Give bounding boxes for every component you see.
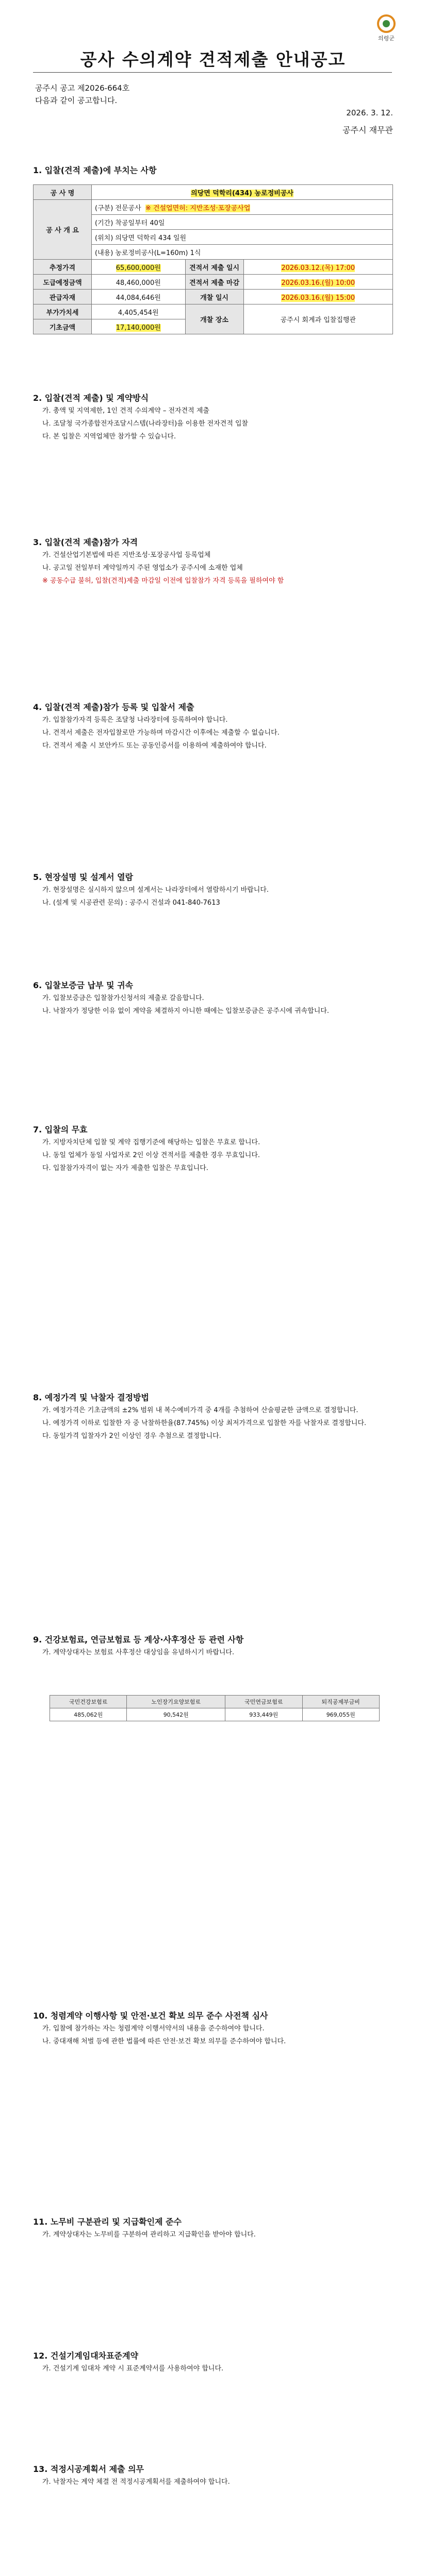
table-cell: 17,140,000원 [92,319,186,334]
table-row [34,185,393,200]
table-head: 국민연금보험료 [225,1696,302,1708]
table-cell: 969,055원 [302,1708,380,1721]
table-head: 관급자재 [34,290,92,304]
issuer: 공주시 재무관 [342,125,393,135]
section-5 [33,871,394,908]
section-heading: 7. 입찰의 무효 [33,1125,88,1134]
section-text: 가. 지방자치단체 입찰 및 계약 집행기준에 해당하는 입찰은 무효로 합니다. [42,1139,260,1146]
section-text: 나. 동일 업체가 동일 사업자로 2인 이상 견적서를 제출한 경우 무효입니다. [42,1151,260,1159]
section-8 [33,1391,394,1442]
table-cell: 485,062원 [50,1708,127,1721]
table-cell: 65,600,000원 [92,260,186,275]
section-text: 가. 총액 및 지역제한, 1인 견적 수의계약 – 전자견적 제출 [42,407,209,415]
table-cell: 2026.03.12.(목) 17:00 [243,260,392,275]
section-text: 가. 입찰참가자격 등록은 조달청 나라장터에 등록하여야 합니다. [42,716,228,724]
section-text: 다. 본 입찰은 지역업체만 참가할 수 있습니다. [42,433,176,440]
table-cell: 933,449원 [225,1708,302,1721]
table-row [34,290,393,304]
section-heading: 6. 입찰보증금 납부 및 귀속 [33,980,134,990]
table-row [34,200,393,215]
section-heading: 2. 입찰(견적 제출) 및 계약방식 [33,393,149,403]
table-row [50,1696,380,1708]
section-text: 나. 조달청 국가종합전자조달시스템(나라장터)을 이용한 전자견적 입찰 [42,420,249,428]
section-heading: 10. 청렴계약 이행사항 및 안전·보건 확보 의무 준수 사전책 심사 [33,2011,268,2021]
section-text: 가. 예정가격은 기초금액의 ±2% 범위 내 복수예비가격 중 4개를 추첨하여 산술평균한 금액으로 결정합니다. [42,1406,358,1414]
section-text: 다. 동일가격 입찰자가 2인 이상인 경우 추첨으로 결정합니다. [42,1432,221,1440]
section-4 [33,701,394,751]
section-text: 가. 입찰보증금은 입찰참가신청서의 제출로 갈음합니다. [42,994,204,1002]
section-9 [33,1633,394,1658]
section-heading: 1. 입찰(견적 제출)에 부치는 사항 [33,165,157,175]
section-note: ※ 공동수급 불허, 입찰(견적)제출 마감일 이전에 입찰참가 자격 등록을 필하여야 함 [42,577,284,585]
section-heading: 3. 입찰(견적 제출)참가 자격 [33,537,138,547]
table-head: 퇴직공제부금비 [302,1696,380,1708]
notice-date: 2026. 3. 12. [346,108,393,117]
table-head: 추정가격 [34,260,92,275]
project-name: 의당면 덕학리(434) 농로정비공사 [92,185,393,200]
section-text: 가. 건설산업기본법에 따른 지반조성·포장공사업 등록업체 [42,551,211,559]
svg-text:의령군: 의령군 [378,35,395,42]
title-divider [33,72,392,73]
table-head: 기초금액 [34,319,92,334]
section-heading: 9. 건강보험료, 연금보험료 등 계상·사후정산 등 관련 사항 [33,1635,244,1645]
table-head: 공 사 개 요 [34,200,92,260]
section-text: 나. 공고일 전일부터 계약일까지 주된 영업소가 공주시에 소재한 업체 [42,564,243,572]
table-cell: 4,405,454원 [92,304,186,319]
section-heading: 13. 적정시공계획서 제출 의무 [33,2464,144,2474]
table-head: 개찰 일시 [185,290,243,304]
table-head: 견적서 제출 마감 [185,275,243,290]
table-cell: 44,084,646원 [92,290,186,304]
table-head: 개찰 장소 [185,304,243,334]
section-text: 가. 입찰에 참가하는 자는 청렴계약 이행서약서의 내용을 준수하여야 합니다. [42,2025,265,2032]
table-head: 부가가치세 [34,304,92,319]
contract-info-table [33,184,393,334]
table-head: 도급예정금액 [34,275,92,290]
section-text: 나. 중대재해 처벌 등에 관한 법률에 따른 안전·보건 확보 의무를 준수하여야 합니다. [42,2038,286,2045]
section-2 [33,392,394,442]
section-text: 가. 낙찰자는 계약 체결 전 적정시공계획서를 제출하여야 합니다. [42,2478,230,2486]
section-heading: 8. 예정가격 및 낙찰자 결정방법 [33,1393,149,1402]
table-cell: 공주시 회계과 입찰집행관 [243,304,392,334]
section-3 [33,536,394,586]
section-1 [33,164,394,176]
table-row [50,1708,380,1721]
section-text: 다. 입찰참가자격이 없는 자가 제출한 입찰은 무효입니다. [42,1164,208,1172]
table-head: 국민건강보험료 [50,1696,127,1708]
notice-number: 공주시 공고 제2026-664호 [35,83,130,93]
table-cell: (구분) 전문공사 ※ 건설업면허: 지반조성·포장공사업 [92,200,393,215]
table-cell: (기간) 착공일부터 40일 [92,215,393,230]
section-text: 나. (설계 및 시공관련 문의) : 공주시 건설과 041-840-7613 [42,899,220,907]
table-head: 노인장기요양보험료 [127,1696,225,1708]
section-10 [33,2009,394,2047]
section-6 [33,979,394,1016]
intro-text: 다음과 같이 공고합니다. [35,96,118,105]
county-emblem-icon [368,11,404,42]
table-head: 견적서 제출 일시 [185,260,243,275]
insurance-rate-table [50,1695,380,1721]
table-cell: 2026.03.16.(월) 10:00 [243,275,392,290]
table-row [34,260,393,275]
section-7 [33,1123,394,1174]
section-13 [33,2463,394,2487]
section-text: 나. 낙찰자가 정당한 이유 없이 계약을 체결하지 아니한 때에는 입찰보증금은 공주시에 귀속합니다. [42,1007,330,1015]
table-cell: (위치) 의당면 덕학리 434 일원 [92,230,393,245]
section-text: 나. 견적서 제출은 전자입찰로만 가능하며 마감시간 이후에는 제출할 수 없습니다. [42,729,280,737]
section-text: 다. 견적서 제출 시 보안카드 또는 공동인증서를 이용하여 제출하여야 합니다. [42,742,267,750]
table-row [34,304,393,319]
section-heading: 5. 현장설명 및 설계서 열람 [33,872,134,882]
section-text: 가. 건설기계 임대차 계약 시 표준계약서를 사용하여야 합니다. [42,2365,224,2372]
section-12 [33,2349,394,2374]
table-head: 공 사 명 [34,185,92,200]
section-text: 가. 현장설명은 실시하지 않으며 설계서는 나라장터에서 열람하시기 바랍니다. [42,886,269,894]
section-heading: 12. 건설기계임대차표준계약 [33,2351,138,2361]
section-heading: 11. 노무비 구분관리 및 지급확인제 준수 [33,2217,182,2227]
section-text: 나. 예정가격 이하로 입찰한 자 중 낙찰하한율(87.745%) 이상 최저가격으로 입찰한 자를 낙찰자로 결정합니다. [42,1419,367,1427]
section-heading: 4. 입찰(견적 제출)참가 등록 및 입찰서 제출 [33,702,194,712]
table-cell: 2026.03.16.(월) 15:00 [243,290,392,304]
table-cell: 48,460,000원 [92,275,186,290]
table-row [34,275,393,290]
table-cell: (내용) 농로정비공사(L=160m) 1식 [92,245,393,260]
table-cell: 90,542원 [127,1708,225,1721]
section-text: 가. 계약상대자는 보험료 사후정산 대상임을 유념하시기 바랍니다. [42,1649,235,1656]
section-11 [33,2215,394,2240]
page-title: 공사 수의계약 견적제출 안내공고 [80,49,346,70]
section-text: 가. 계약상대자는 노무비를 구분하여 관리하고 지급확인을 받아야 합니다. [42,2231,256,2239]
